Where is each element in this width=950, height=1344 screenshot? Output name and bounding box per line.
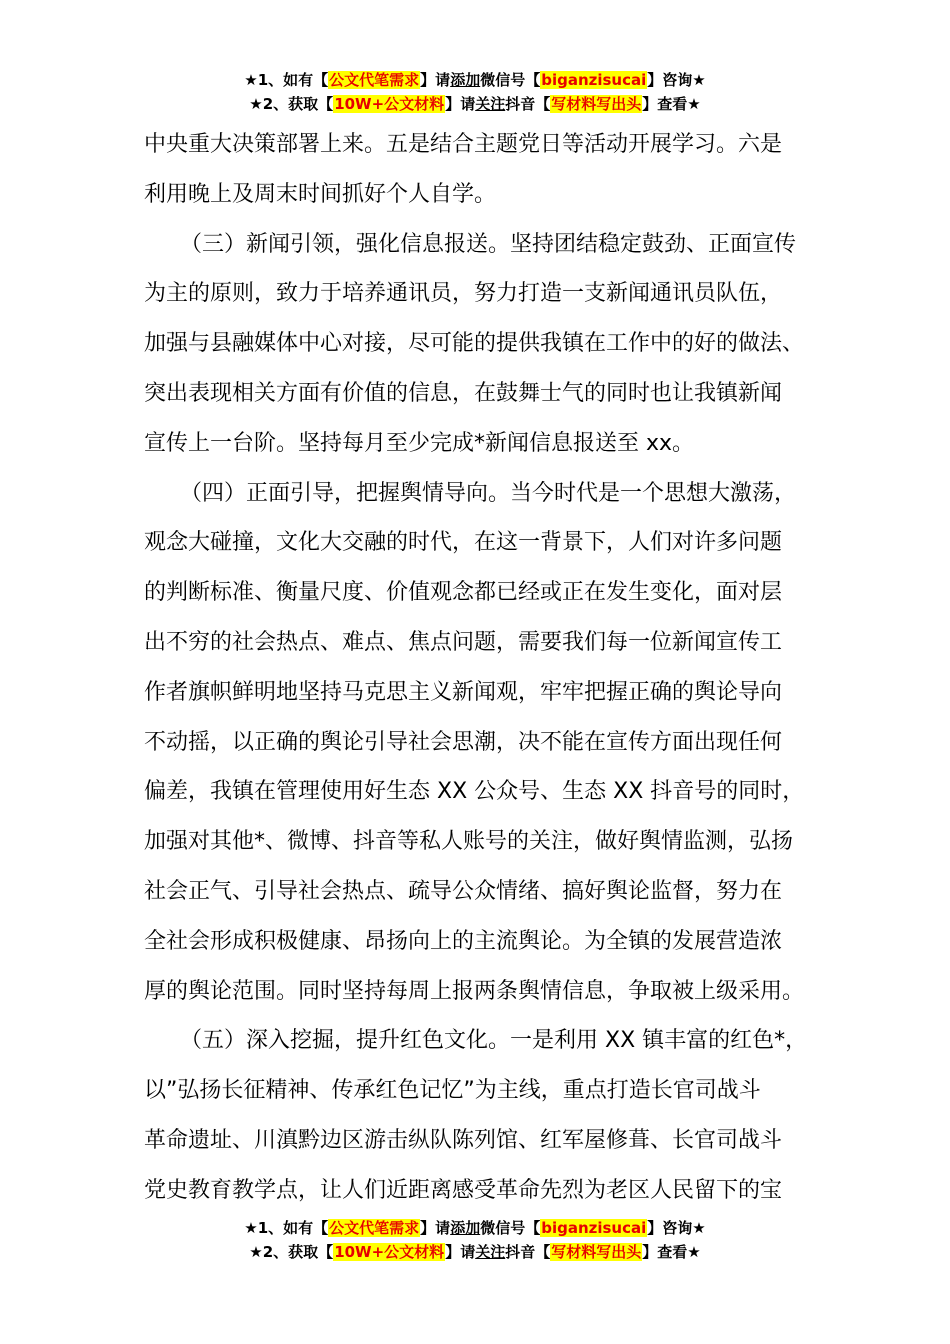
highlight-service: 公文代笔需求 xyxy=(329,71,420,89)
banner-text: 抖音【 xyxy=(505,95,551,113)
text-line: 以”弘扬长征精神、传承红色记忆”为主线，重点打造长官司战斗 xyxy=(144,1078,761,1104)
banner-text: 】查看★ xyxy=(642,95,701,113)
highlight-wechat-id: biganzisucai xyxy=(541,71,647,89)
highlight-service: 公文代笔需求 xyxy=(329,1219,420,1237)
text-line: 作者旗帜鲜明地坚持马克思主义新闻观，牢牢把握正确的舆论导向 xyxy=(144,679,783,705)
highlight-douyin-account: 写材料写出头 xyxy=(551,95,642,113)
text-line: 出不穷的社会热点、难点、焦点问题，需要我们每一位新闻宣传工 xyxy=(144,629,783,655)
highlight-materials: 10W+公文材料 xyxy=(334,95,445,113)
header-banner xyxy=(0,68,950,116)
text-line: 的判断标准、衡量尺度、价值观念都已经或正在发生变化，面对层 xyxy=(144,580,783,606)
banner-line-2 xyxy=(0,92,950,116)
text-line: 观念大碰撞，文化大交融的时代，在这一背景下，人们对许多问题 xyxy=(144,530,783,556)
banner-text: ★1、如有【 xyxy=(244,1219,329,1237)
text-line: 党史教育教学点，让人们近距离感受革命先烈为老区人民留下的宝 xyxy=(144,1177,783,1203)
text-line: （四）正面引导，把握舆情导向。当今时代是一个思想大激荡， xyxy=(180,480,797,506)
text-line: 中央重大决策部署上来。五是结合主题党日等活动开展学习。六是 xyxy=(144,132,783,157)
underlined-text: 关注 xyxy=(475,95,506,113)
highlight-wechat-id: biganzisucai xyxy=(541,1219,647,1237)
text-line: 为主的原则，致力于培养通讯员，努力打造一支新闻通讯员队伍， xyxy=(144,281,783,307)
footer-banner xyxy=(0,1216,950,1264)
banner-text: 】请 xyxy=(445,95,476,113)
banner-text: 】请 xyxy=(420,71,451,89)
text-line: 革命遗址、川滇黔边区游击纵队陈列馆、红军屋修葺、长官司战斗 xyxy=(144,1127,783,1153)
banner-text: 】请 xyxy=(420,1219,451,1237)
banner-line-2 xyxy=(0,1240,950,1264)
underlined-text: 添加 xyxy=(450,71,481,89)
banner-text: 抖音【 xyxy=(505,1243,551,1261)
text-line: 厚的舆论范围。同时坚持每周上报两条舆情信息，争取被上级采用。 xyxy=(144,978,805,1004)
text-line: 社会正气、引导社会热点、疏导公众情绪、搞好舆论监督，努力在 xyxy=(144,878,783,904)
text-line: 宣传上一台阶。坚持每月至少完成*新闻信息报送至 xx。 xyxy=(144,430,695,456)
banner-line-1 xyxy=(0,68,950,92)
banner-text: 微信号【 xyxy=(480,71,541,89)
banner-text: ★1、如有【 xyxy=(244,71,329,89)
banner-text: 】咨询★ xyxy=(647,1219,706,1237)
underlined-text: 添加 xyxy=(450,1219,481,1237)
text-line: （三）新闻引领，强化信息报送。坚持团结稳定鼓劲、正面宣传 xyxy=(180,231,797,257)
text-line: 不动摇，以正确的舆论引导社会思潮，决不能在宣传方面出现任何 xyxy=(144,729,783,755)
banner-text: ★2、获取【 xyxy=(249,1243,334,1261)
highlight-douyin-account: 写材料写出头 xyxy=(551,1243,642,1261)
text-line: 突出表现相关方面有价值的信息，在鼓舞士气的同时也让我镇新闻 xyxy=(144,380,783,406)
underlined-text: 关注 xyxy=(475,1243,506,1261)
text-line: 利用晚上及周末时间抓好个人自学。 xyxy=(144,181,497,207)
text-line: 加强对其他*、微博、抖音等私人账号的关注，做好舆情监测，弘扬 xyxy=(144,829,794,855)
banner-text: 】咨询★ xyxy=(647,71,706,89)
text-line: 全社会形成积极健康、昂扬向上的主流舆论。为全镇的发展营造浓 xyxy=(144,928,783,954)
text-line: 偏差，我镇在管理使用好生态 XX 公众号、生态 XX 抖音号的同时， xyxy=(144,779,805,805)
text-line: 加强与县融媒体中心对接，尽可能的提供我镇在工作中的好的做法、 xyxy=(144,331,805,357)
banner-text: 微信号【 xyxy=(480,1219,541,1237)
banner-text: 】请 xyxy=(445,1243,476,1261)
text-line: （五）深入挖掘，提升红色文化。一是利用 XX 镇丰富的红色*， xyxy=(180,1028,808,1054)
document-body xyxy=(144,120,812,1216)
banner-text: 】查看★ xyxy=(642,1243,701,1261)
highlight-materials: 10W+公文材料 xyxy=(334,1243,445,1261)
banner-text: ★2、获取【 xyxy=(249,95,334,113)
banner-line-1 xyxy=(0,1216,950,1240)
